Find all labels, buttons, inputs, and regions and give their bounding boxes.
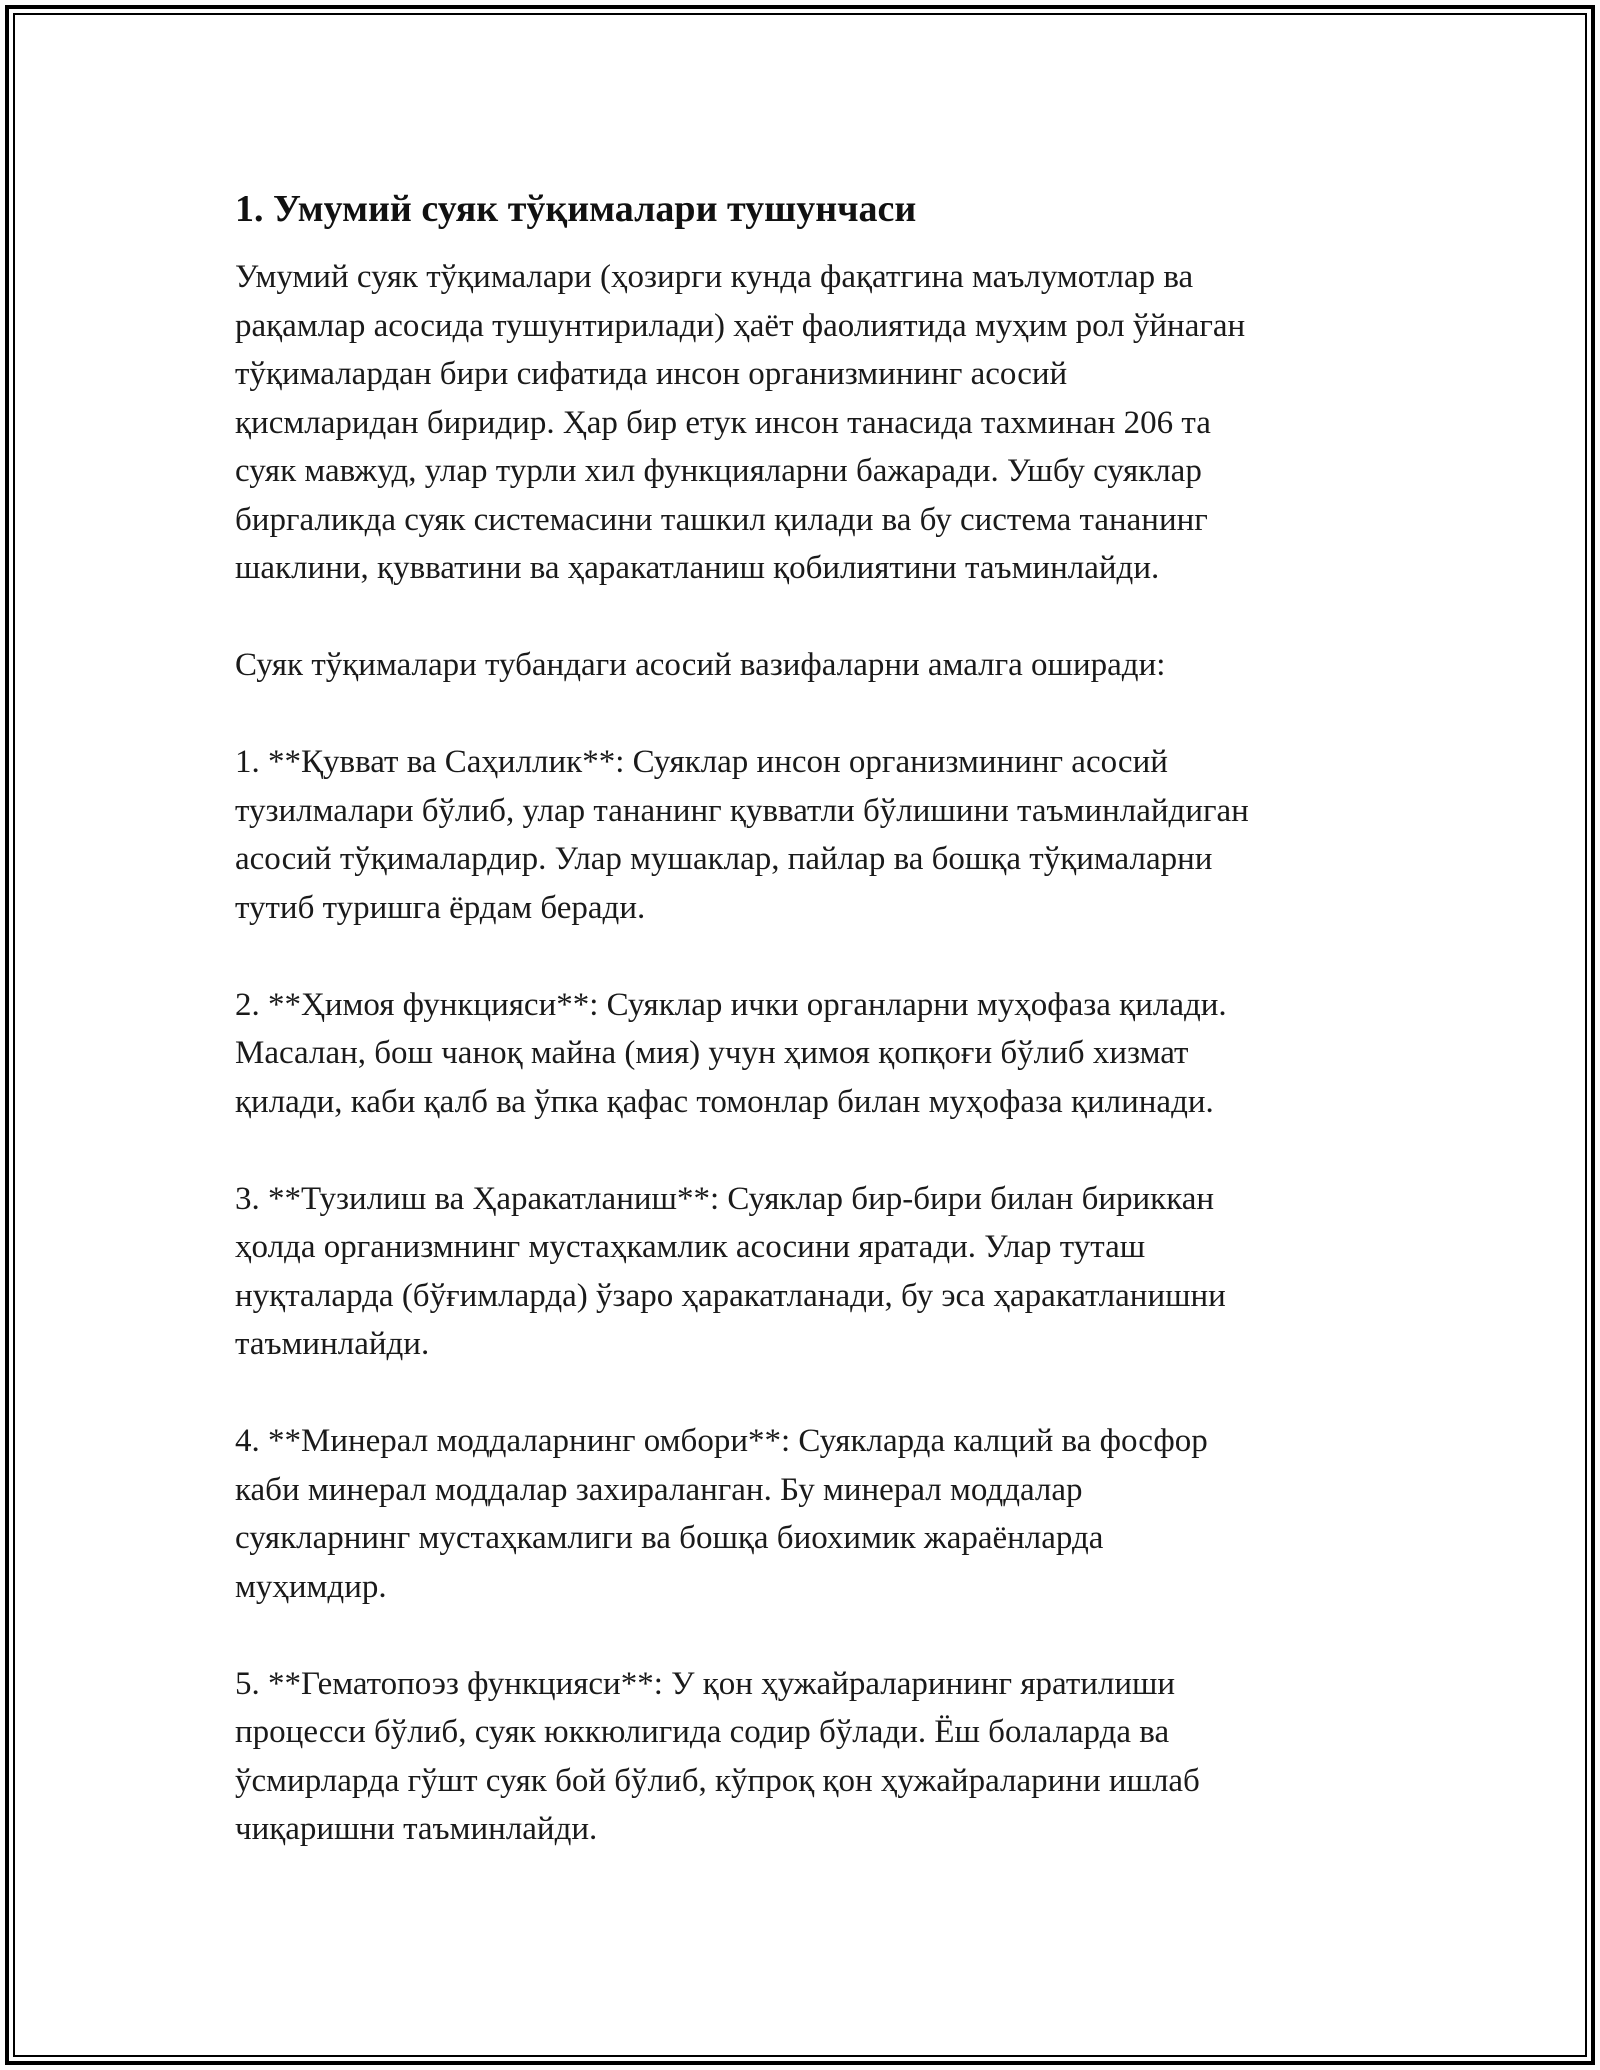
text-line: 2. **Ҳимоя функцияси**: Суяклар ички органларни муҳофаза қилади. (235, 986, 1227, 1023)
document-body (235, 185, 1385, 1902)
paragraph-item-3 (235, 1175, 1385, 1369)
paragraph-item-5 (235, 1660, 1385, 1854)
paragraph-item-4 (235, 1417, 1385, 1611)
text-line: ҳолда организмнинг мустаҳкамлик асосини яратади. Улар туташ (235, 1229, 1146, 1265)
paragraph-functions-lead (235, 641, 1385, 690)
text-line: нуқталарда (бўғимларда) ўзаро ҳаракатланади, бу эса ҳаракатланишни (235, 1277, 1226, 1314)
document-title: 1. Умумий суяк тўқималари тушунчаси (235, 188, 917, 230)
text-line: процесси бўлиб, суяк юккюлигида содир бўлади. Ёш болаларда ва (235, 1714, 1170, 1750)
paragraph-intro (235, 253, 1385, 593)
text-line: суякларнинг мустаҳкамлиги ва бошқа биохимик жараёнларда (235, 1520, 1104, 1556)
text-line: тўқималардан бири сифатида инсон организмининг асосий (235, 356, 1068, 392)
text-line: биргаликда суяк системасини ташкил қилади ва бу система тананинг (235, 501, 1208, 538)
text-line: Умумий суяк тўқималари (ҳозирги кунда фақатгина маълумотлар ва (235, 259, 1194, 295)
text-line: асосий тўқималардир. Улар мушаклар, пайлар ва бошқа тўқималарни (235, 841, 1213, 877)
text-line: тузилмалари бўлиб, улар тананинг қувватли бўлишини таъминлайдиган (235, 792, 1249, 829)
paragraph-item-1 (235, 738, 1385, 932)
text-line: чиқаришни таъминлайди. (235, 1811, 598, 1847)
text-line: таъминлайди. (235, 1326, 430, 1362)
text-line: ўсмирларда гўшт суяк бой бўлиб, кўпроқ қон ҳужайраларини ишлаб (235, 1762, 1200, 1799)
text-line: муҳимдир. (235, 1568, 387, 1605)
text-line: 3. **Тузилиш ва Ҳаракатланиш**: Суяклар бир-бири билан бириккан (235, 1180, 1215, 1217)
text-line: Масалан, бош чаноқ майна (мия) учун ҳимоя қопқоғи бўлиб хизмат (235, 1035, 1189, 1071)
text-line: қисмларидан биридир. Ҳар бир етук инсон танасида тахминан 206 та (235, 404, 1211, 441)
text-line: каби минерал моддалар захираланган. Бу минерал моддалар (235, 1471, 1083, 1508)
text-line: тутиб туришга ёрдам беради. (235, 889, 646, 926)
text-line: суяк мавжуд, улар турли хил функцияларни бажаради. Ушбу суяклар (235, 453, 1202, 489)
text-line: 1. **Қувват ва Саҳиллик**: Суяклар инсон организмининг асосий (235, 744, 1168, 780)
text-line: рақамлар асосида тушунтирилади) ҳаёт фаолиятида муҳим рол ўйнаган (235, 307, 1246, 344)
text-line: 5. **Гематопоэз функцияси**: У қон ҳужайраларининг яратилиши (235, 1665, 1176, 1702)
text-line: шаклини, қувватини ва ҳаракатланиш қобилиятини таъминлайди. (235, 550, 1160, 586)
text-line: 4. **Минерал моддаларнинг омбори**: Суякларда калций ва фосфор (235, 1423, 1208, 1459)
text-line: қилади, каби қалб ва ўпка қафас томонлар билан муҳофаза қилинади. (235, 1083, 1214, 1120)
text-line: Суяк тўқималари тубандаги асосий вазифаларни амалга оширади: (235, 647, 1166, 683)
paragraph-item-2 (235, 981, 1385, 1127)
